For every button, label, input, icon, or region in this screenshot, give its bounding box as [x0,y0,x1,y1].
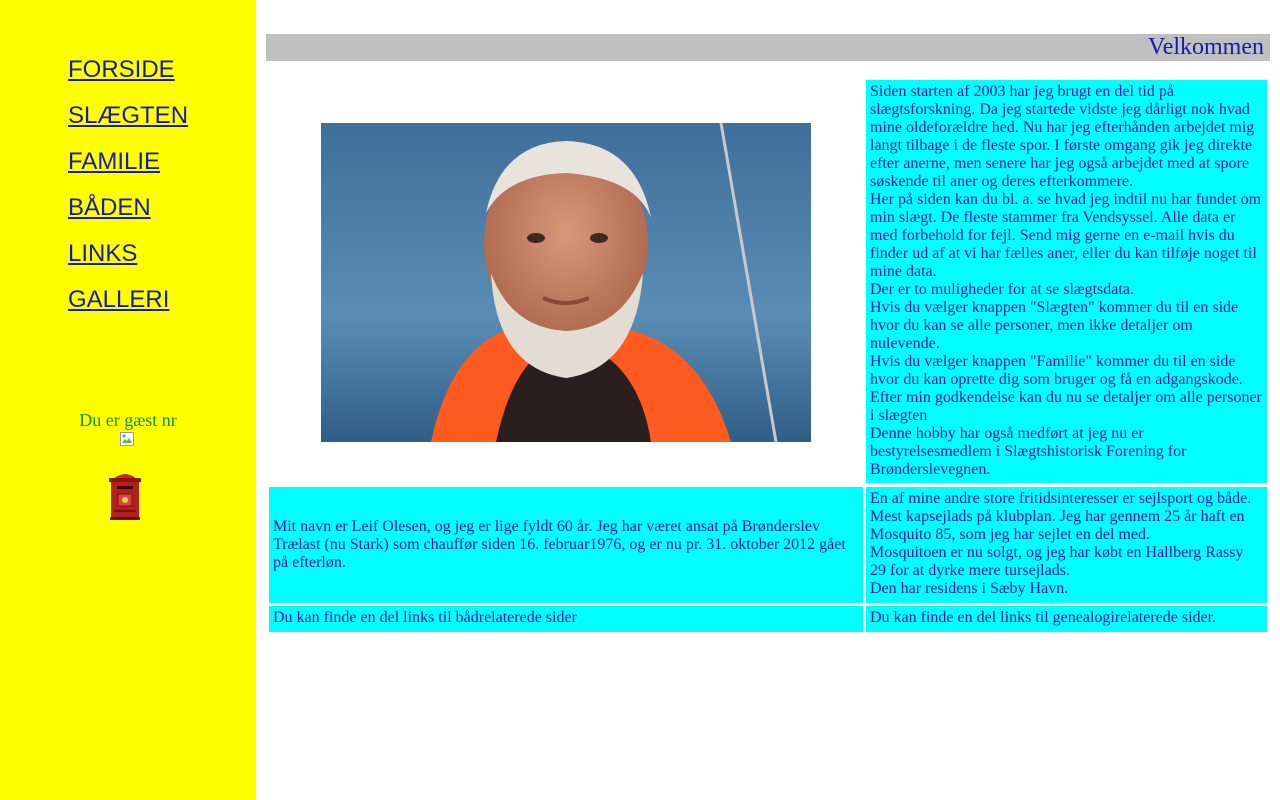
nav-link-baaden[interactable]: BÅDEN [68,194,151,221]
intro-paragraph: Denne hobby har også medført at jeg nu er bestyrelsesmedlem i Slægtshistorisk Forening for Brønderslevegnen. [870,425,1187,478]
intro-paragraph: Hvis du vælger knappen "Familie" kommer du til en side hvor du kan oprette dig som bruger og få en adgangskode. Efter min godkendelse kan du nu se detaljer om alle personer i slægten [870,353,1262,424]
boat-links-cell [269,606,863,632]
portrait-photo [321,123,811,442]
sailing-paragraph: En af mine andre store fritidsinteresser er sejlsport og både. Mest kapsejlads på klubplan. Jeg har gennem 25 år haft en Mosquito 85, som jeg har sejlet en del med. [870,490,1252,543]
intro-text-cell [866,80,1267,483]
sailing-paragraph: Mosquitoen er nu solgt, og jeg har købt en Hallberg Rassy 29 for at dyrke mere tursejlads. [870,544,1244,579]
broken-image-icon [120,432,134,446]
guest-counter-label: Du er gæst nr [79,410,177,430]
title-bar [266,34,1270,61]
intro-paragraph: Hvis du vælger knappen "Slægten" kommer du til en side hvor du kan se alle personer, men ikke detaljer om nulevende. [870,299,1239,352]
intro-paragraph: Her på siden kan du bl. a. se hvad jeg indtil nu har fundet om min slægt. De fleste stammer fra Vendsyssel. Alle data er med forbehold for fejl. Send mig gerne en e-mail hvis du finder ud af at vi har fælles aner, eller du kan tilføje noget til mine data. [870,191,1262,280]
nav-item-links [68,238,188,284]
sailing-text-cell [866,487,1267,603]
nav-link-forside[interactable]: FORSIDE [68,56,175,83]
nav-link-slaegten[interactable]: SLÆGTEN [68,102,189,129]
about-paragraph: Mit navn er Leif Olesen, og jeg er lige fyldt 60 år. Jeg har været ansat på Brønderslev Trælast (nu Stark) som chauffør siden 16. februar1976, og er nu pr. 31. oktober 2012 gået på efterløn. [273,518,846,571]
nav-item-forside [68,54,188,100]
intro-paragraph: Siden starten af 2003 har jeg brugt en del tid på slægtsforskning. Da jeg startede vidste jeg dårligt nok hvad mine oldeforældre hed. Nu har jeg efterhånden arbejdet mig langt tilbage i de fleste spor. I første omgang gik jeg direkte efter anerne, men senere har jeg også arbejdet med at spore søskende til aner og deres efterkommere. [870,83,1255,190]
nav-item-galleri [68,284,188,330]
nav-link-galleri[interactable]: GALLERI [68,286,170,313]
intro-paragraph: Der er to muligheder for at se slægtsdata. [870,281,1134,298]
nav-item-familie [68,146,188,192]
about-text-cell [269,487,863,603]
boat-links-text: Du kan finde en del links til bådrelaterede sider [273,609,577,626]
nav-link-links[interactable]: LINKS [68,240,138,267]
page-title: Velkommen [1148,34,1264,60]
sailing-paragraph: Den har residens i Sæby Havn. [870,580,1069,597]
nav-item-baaden [68,192,188,238]
mailbox-icon[interactable] [108,469,142,521]
sidebar [0,0,256,800]
genealogy-links-text: Du kan finde en del links til genealogirelaterede sider. [870,609,1217,626]
nav-link-familie[interactable]: FAMILIE [68,148,161,175]
genealogy-links-cell [866,606,1267,632]
nav-item-slaegten [68,100,188,146]
sidebar-nav [68,54,188,330]
